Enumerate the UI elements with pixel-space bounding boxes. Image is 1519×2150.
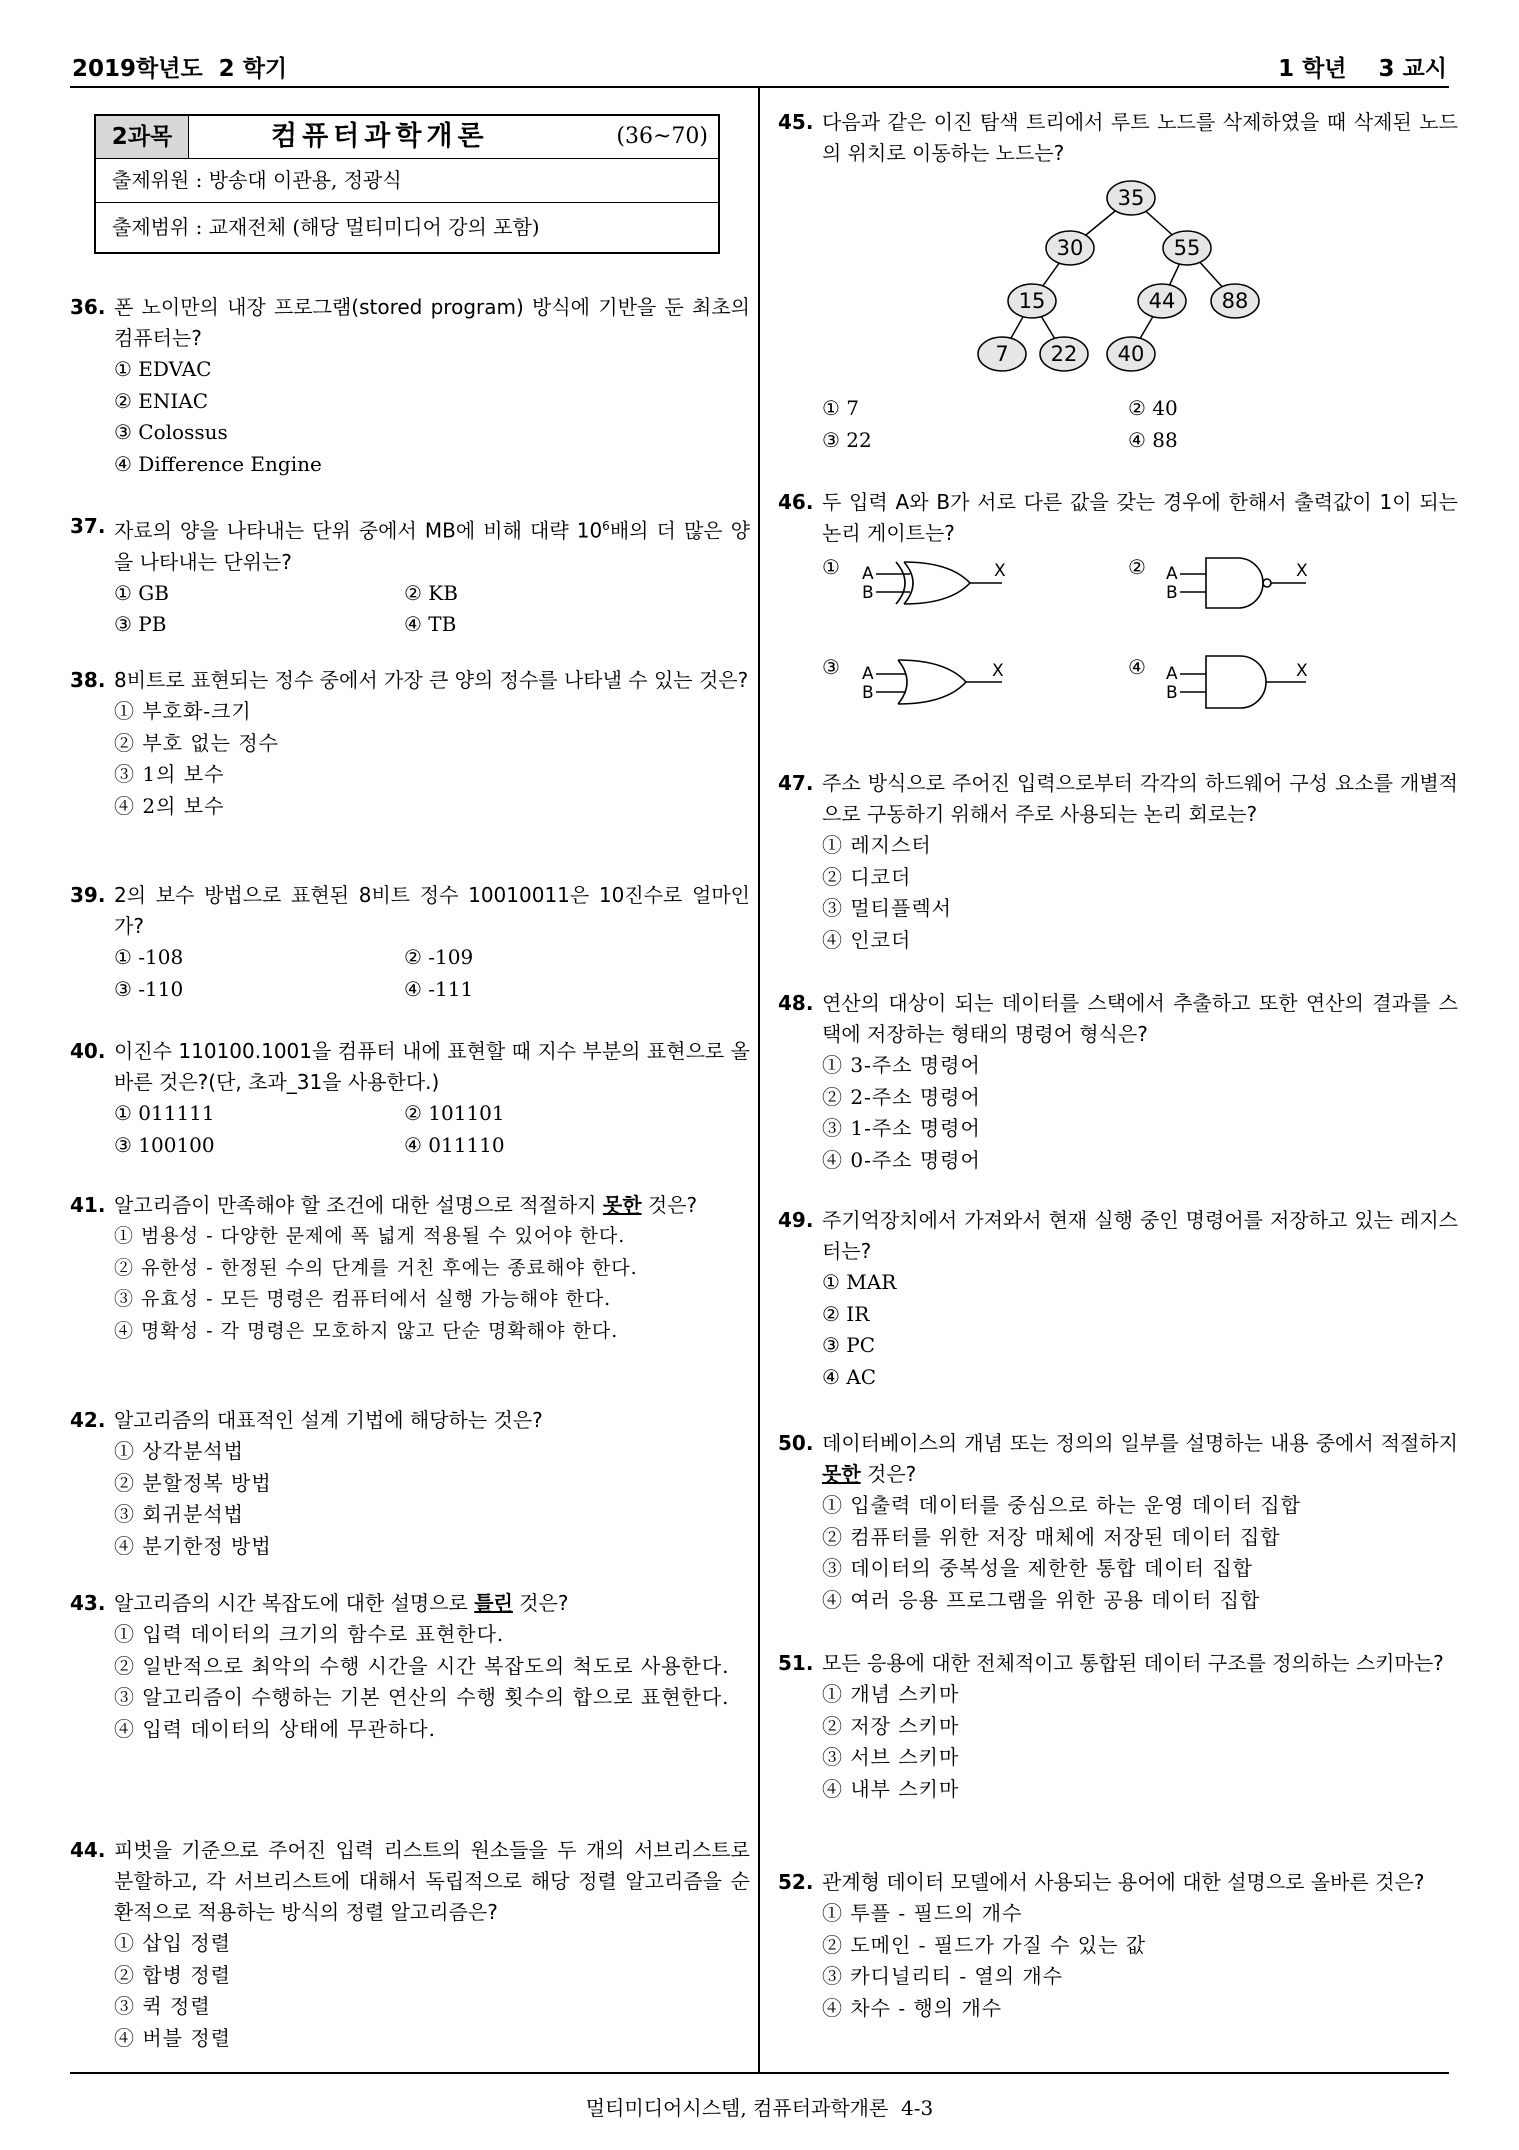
tree-node: 44 — [1148, 289, 1176, 313]
question-50 — [778, 1428, 1458, 1616]
option-2[interactable]: ② 2-주소 명령어 — [822, 1084, 981, 1109]
option-2[interactable]: ② 40 — [1128, 396, 1178, 420]
option-2[interactable]: ② KB — [404, 580, 458, 605]
question-stem: 주소 방식으로 주어진 입력으로부터 각각의 하드웨어 구성 요소를 개별적으로 구동하기 위해서 주로 사용되는 논리 회로는? — [822, 771, 1458, 826]
question-43 — [70, 1588, 750, 1745]
question-40 — [70, 1036, 750, 1161]
question-36 — [70, 292, 750, 480]
question-number: 38. — [70, 668, 106, 692]
option-3[interactable]: ③ 멀티플렉서 — [822, 896, 952, 920]
option-1[interactable]: ① — [822, 555, 840, 579]
option-4[interactable]: ④ 입력 데이터의 상태에 무관하다. — [114, 1716, 436, 1741]
option-1[interactable]: ① 개념 스키마 — [822, 1682, 960, 1706]
option-2[interactable]: ② ENIAC — [114, 388, 209, 413]
exponent: 6 — [602, 519, 610, 533]
option-4[interactable]: ④ 인코더 — [822, 927, 912, 952]
question-stem: 관계형 데이터 모델에서 사용되는 용어에 대한 설명으로 올바른 것은? — [822, 1870, 1425, 1894]
subject-box — [94, 114, 720, 254]
option-3[interactable]: ③ PC — [822, 1333, 876, 1357]
option-4[interactable]: ④ Difference Engine — [114, 451, 322, 476]
stem-part: 것은? — [512, 1591, 569, 1615]
option-4[interactable]: ④ 여러 응용 프로그램을 위한 공용 데이터 집합 — [822, 1587, 1261, 1612]
page-footer: 멀티미디어시스템, 컴퓨터과학개론 4-3 — [585, 2096, 934, 2120]
emphasis: 못한 — [602, 1193, 642, 1217]
tree-node: 55 — [1173, 236, 1201, 260]
tree-node: 35 — [1117, 186, 1145, 210]
option-1[interactable]: ① 입력 데이터의 크기의 함수로 표현한다. — [114, 1622, 505, 1646]
question-stem — [114, 511, 750, 578]
input-b-label: B — [862, 583, 874, 603]
tree-node: 22 — [1050, 342, 1078, 366]
option-1[interactable]: ① EDVAC — [114, 357, 212, 381]
output-x-label: X — [1296, 561, 1308, 581]
question-stem: 연산의 대상이 되는 데이터를 스택에서 추출하고 또한 연산의 결과를 스택에 저장하는 형태의 명령어 형식은? — [822, 991, 1458, 1046]
option-1[interactable]: ① 상각분석법 — [114, 1439, 244, 1463]
option-2[interactable]: ② 유한성 - 한정된 수의 단계를 거친 후에는 종료해야 한다. — [114, 1256, 638, 1279]
question-stem: 알고리즘의 대표적인 설계 기법에 해당하는 것은? — [114, 1408, 543, 1432]
input-a-label: A — [1166, 564, 1178, 584]
question-stem: 다음과 같은 이진 탐색 트리에서 루트 노드를 삭제하였을 때 삭제된 노드의 위치로 이동하는 노드는? — [822, 110, 1458, 165]
option-4[interactable]: ④ 버블 정렬 — [114, 2025, 231, 2050]
option-2[interactable]: ② 부호 없는 정수 — [114, 730, 279, 755]
stem-part: 알고리즘이 만족해야 할 조건에 대한 설명으로 적절하지 — [114, 1193, 603, 1217]
question-stem: 8비트로 표현되는 정수 중에서 가장 큰 양의 정수를 나타낼 수 있는 것은? — [114, 668, 749, 692]
option-4[interactable]: ④ AC — [822, 1364, 877, 1389]
option-3[interactable]: ③ 100100 — [114, 1132, 215, 1157]
option-2[interactable]: ② 분할정복 방법 — [114, 1470, 272, 1495]
option-1[interactable]: ① 7 — [822, 396, 860, 420]
input-a-label: A — [862, 664, 874, 684]
option-4[interactable]: ④ 차수 - 행의 개수 — [822, 1995, 1003, 2020]
emphasis: 틀린 — [474, 1591, 513, 1615]
option-4[interactable]: ④ 명확성 - 각 명령은 모호하지 않고 단순 명확해야 한다. — [114, 1319, 619, 1342]
tree-node: 88 — [1221, 289, 1249, 313]
question-39 — [70, 880, 750, 1005]
question-number: 42. — [70, 1408, 106, 1432]
question-number: 43. — [70, 1591, 106, 1615]
option-1[interactable]: ① 입출력 데이터를 중심으로 하는 운영 데이터 집합 — [822, 1493, 1301, 1517]
question-49 — [778, 1205, 1458, 1393]
question-45-options — [778, 393, 1458, 456]
option-3[interactable]: ③ Colossus — [114, 420, 228, 444]
input-b-label: B — [1166, 683, 1178, 703]
question-range: (36~70) — [616, 124, 708, 149]
stem-part: 것은? — [641, 1193, 698, 1217]
emphasis: 못한 — [822, 1462, 861, 1486]
option-1[interactable]: ① GB — [114, 580, 169, 605]
question-stem: 피벗을 기준으로 주어진 입력 리스트의 원소들을 두 개의 서브리스트로 분할하고, 각 서브리스트에 대해서 독립적으로 해당 정렬 알고리즘을 순환적으로 적용하는 방식의 정렬 알고리즘은? — [114, 1838, 750, 1924]
question-stem: 주기억장치에서 가져와서 현재 실행 중인 명령어를 저장하고 있는 레지스터는? — [822, 1208, 1458, 1263]
tree-node: 15 — [1018, 289, 1046, 313]
option-3[interactable]: ③ 1-주소 명령어 — [822, 1116, 981, 1140]
option-3[interactable]: ③ 알고리즘이 수행하는 기본 연산의 수행 횟수의 합으로 표현한다. — [114, 1685, 730, 1709]
question-42 — [70, 1405, 750, 1562]
question-stem: 모든 응용에 대한 전체적이고 통합된 데이터 구조를 정의하는 스키마는? — [822, 1651, 1444, 1675]
option-1[interactable]: ① 투플 - 필드의 개수 — [822, 1901, 1023, 1925]
question-44 — [70, 1835, 750, 2054]
stem-part: 것은? — [860, 1462, 917, 1486]
option-3[interactable]: ③ 1의 보수 — [114, 762, 225, 786]
option-1[interactable]: ① 부호화-크기 — [114, 699, 252, 723]
input-a-label: A — [862, 564, 874, 584]
option-4[interactable]: ④ TB — [404, 612, 457, 637]
question-47 — [778, 768, 1458, 956]
question-46 — [778, 487, 1458, 549]
option-1[interactable]: ① -108 — [114, 945, 184, 969]
question-number: 44. — [70, 1838, 106, 1862]
option-1[interactable]: ① 범용성 - 다양한 문제에 폭 넓게 적용될 수 있어야 한다. — [114, 1225, 626, 1247]
or-gate-diagram — [862, 652, 1012, 712]
option-1[interactable]: ① 레지스터 — [822, 833, 932, 857]
question-number: 41. — [70, 1193, 106, 1217]
tree-node: 7 — [995, 342, 1009, 366]
output-x-label: X — [1296, 661, 1308, 681]
option-1[interactable]: ① 011111 — [114, 1101, 215, 1125]
input-b-label: B — [1166, 583, 1178, 603]
question-number: 47. — [778, 771, 814, 795]
binary-search-tree — [960, 178, 1270, 378]
question-number: 46. — [778, 490, 814, 514]
question-37 — [70, 511, 750, 641]
question-38 — [70, 665, 750, 822]
tree-node: 30 — [1056, 236, 1084, 260]
option-4[interactable]: ④ 내부 스키마 — [822, 1776, 960, 1801]
question-48 — [778, 988, 1458, 1176]
question-51 — [778, 1648, 1458, 1805]
option-4[interactable]: ④ — [1128, 655, 1146, 679]
option-3[interactable]: ③ 서브 스키마 — [822, 1745, 960, 1769]
question-45 — [778, 107, 1458, 169]
option-2[interactable]: ② 도메인 - 필드가 가질 수 있는 값 — [822, 1932, 1147, 1957]
option-2[interactable]: ② 디코더 — [822, 864, 912, 889]
header-semester: 2019학년도 2 학기 — [72, 56, 288, 82]
stem-part: 배의 더 많은 양을 나타내는 단위는? — [114, 518, 750, 574]
option-3[interactable]: ③ 유효성 - 모든 명령은 컴퓨터에서 실행 가능해야 한다. — [114, 1288, 612, 1310]
option-2[interactable]: ② IR — [822, 1301, 870, 1326]
column-divider — [758, 86, 760, 2072]
subject-tag: 2과목 — [96, 116, 189, 158]
question-stem: 두 입력 A와 B가 서로 다른 값을 갖는 경우에 한해서 출력값이 1이 되는 논리 게이트는? — [822, 490, 1458, 545]
input-a-label: A — [1166, 664, 1178, 684]
question-stem — [114, 1588, 750, 1619]
option-4[interactable]: ④ 0-주소 명령어 — [822, 1147, 981, 1172]
option-3[interactable]: ③ 데이터의 중복성을 제한한 통합 데이터 집합 — [822, 1556, 1253, 1580]
question-number: 40. — [70, 1039, 106, 1063]
option-3[interactable]: ③ — [822, 655, 840, 679]
option-2[interactable]: ② 합병 정렬 — [114, 1962, 231, 1987]
option-3[interactable]: ③ 회귀분석법 — [114, 1502, 244, 1526]
option-2[interactable]: ② 101101 — [404, 1101, 505, 1125]
question-number: 36. — [70, 295, 106, 319]
option-3[interactable]: ③ -110 — [114, 976, 184, 1001]
tree-node: 40 — [1117, 342, 1145, 366]
option-3[interactable]: ③ 카디널리티 - 열의 개수 — [822, 1964, 1064, 1988]
option-3[interactable]: ③ PB — [114, 612, 167, 637]
question-number: 51. — [778, 1651, 814, 1675]
nand-gate-diagram — [1166, 552, 1316, 614]
option-4[interactable]: ④ -111 — [404, 976, 474, 1001]
subject-scope: 출제범위 : 교재전체 (해당 멀티미디어 강의 포함) — [112, 215, 540, 239]
question-stem: 이진수 110100.1001을 컴퓨터 내에 표현할 때 지수 부분의 표현으로 올바른 것은?(단, 초과_31을 사용한다.) — [114, 1039, 750, 1094]
footer-rule — [70, 2072, 1449, 2074]
option-2[interactable]: ② 일반적으로 최악의 수행 시간을 시간 복잡도의 척도로 사용한다. — [114, 1653, 730, 1678]
output-x-label: X — [992, 661, 1004, 681]
and-gate-diagram — [1166, 650, 1316, 714]
header-grade-period: 1 학년 3 교시 — [1278, 56, 1447, 82]
option-3[interactable]: ③ 퀵 정렬 — [114, 1994, 211, 2018]
stem-part: 데이터베이스의 개념 또는 정의의 일부를 설명하는 내용 중에서 적절하지 — [822, 1431, 1458, 1455]
question-number: 48. — [778, 991, 814, 1015]
option-3[interactable]: ③ 22 — [822, 427, 872, 452]
option-1[interactable]: ① MAR — [822, 1270, 897, 1294]
option-1[interactable]: ① 3-주소 명령어 — [822, 1053, 981, 1077]
option-2[interactable]: ② 저장 스키마 — [822, 1713, 960, 1738]
input-b-label: B — [862, 683, 874, 703]
question-stem: 2의 보수 방법으로 표현된 8비트 정수 10010011은 10진수로 얼마인가? — [114, 883, 750, 938]
question-number: 50. — [778, 1431, 814, 1455]
subject-authors: 출제위원 : 방송대 이관용, 정광식 — [96, 159, 718, 203]
option-2[interactable]: ② -109 — [404, 945, 474, 969]
option-2[interactable]: ② 컴퓨터를 위한 저장 매체에 저장된 데이터 집합 — [822, 1524, 1281, 1549]
stem-part: 알고리즘의 시간 복잡도에 대한 설명으로 — [114, 1591, 475, 1615]
subject-name: 컴퓨터과학개론 — [271, 121, 489, 152]
question-stem — [822, 1428, 1458, 1490]
question-stem — [114, 1190, 750, 1221]
question-number: 39. — [70, 883, 106, 907]
xor-gate-diagram — [862, 554, 1012, 612]
question-number: 45. — [778, 110, 814, 134]
page-header — [70, 50, 1449, 82]
question-number: 37. — [70, 514, 106, 538]
option-1[interactable]: ① 삽입 정렬 — [114, 1931, 231, 1955]
option-4[interactable]: ④ 2의 보수 — [114, 793, 225, 818]
question-number: 49. — [778, 1208, 814, 1232]
output-x-label: X — [994, 561, 1006, 581]
question-number: 52. — [778, 1870, 814, 1894]
stem-part: 자료의 양을 나타내는 단위 중에서 MB에 비해 대략 10 — [114, 518, 603, 543]
option-2[interactable]: ② — [1128, 555, 1146, 579]
question-stem: 폰 노이만의 내장 프로그램(stored program) 방식에 기반을 둔 최초의 컴퓨터는? — [114, 295, 750, 350]
question-52 — [778, 1867, 1458, 2024]
question-41 — [70, 1190, 750, 1347]
option-4[interactable]: ④ 011110 — [404, 1132, 505, 1157]
option-4[interactable]: ④ 88 — [1128, 427, 1178, 452]
option-4[interactable]: ④ 분기한정 방법 — [114, 1533, 272, 1558]
